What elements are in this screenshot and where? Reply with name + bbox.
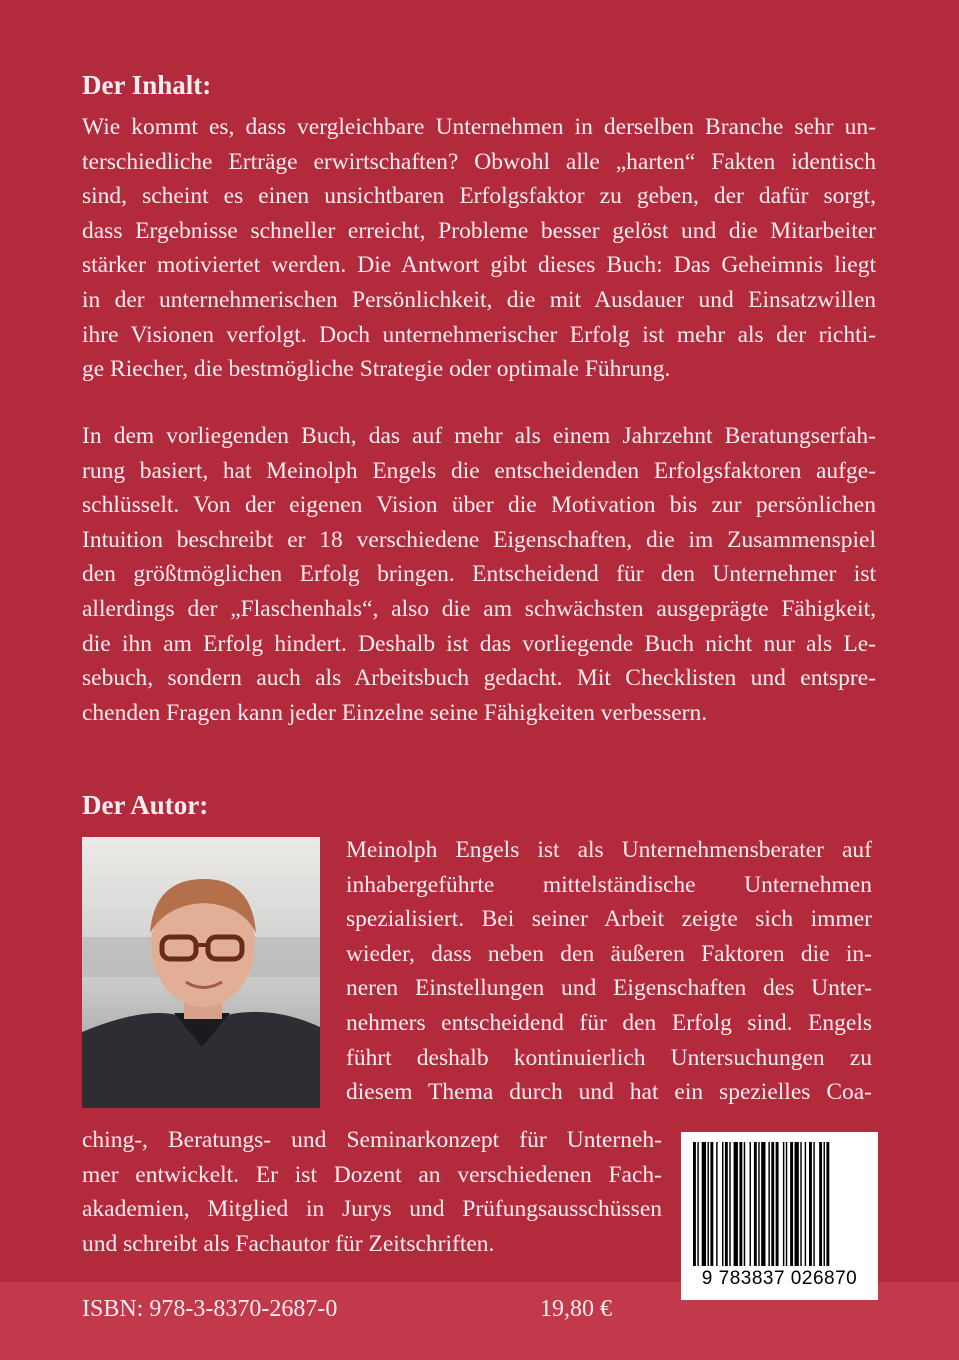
barcode-bar [722,1142,723,1266]
text-line: schlüsselt. Von der eigenen Vision über die Motivation bis zur persönlichen [82,492,876,519]
barcode-bar [729,1142,730,1266]
text-line: allerdings der „Flaschenhals“, also die am schwächsten ausgeprägte Fähigkeit, [82,595,876,622]
barcode-bar [783,1142,784,1266]
text-line: mer entwickelt. Er ist Dozent an verschiedenen Fach- [82,1161,662,1188]
barcode-bar [716,1142,717,1266]
text-line: wieder, dass neben den äußeren Faktoren die in- [346,940,872,967]
text-line: stärker motiviertet werden. Die Antwort gibt dieses Buch: Das Geheimnis liegt [82,252,876,279]
barcode-digits: 9 783837 026870 [701,1268,858,1289]
barcode-bar [758,1142,759,1266]
text-line: ihre Visionen verfolgt. Doch unternehmerischer Erfolg ist mehr als der richti- [82,321,876,348]
barcode-bar [771,1142,774,1266]
barcode-bar [710,1142,713,1266]
text-line: Wie kommt es, dass vergleichbare Unternehmen in derselben Branche sehr un- [82,114,876,140]
author-photo [82,837,320,1108]
text-line: rung basiert, hat Meinolph Engels die entscheidenden Erfolgsfaktoren aufge- [82,457,876,484]
barcode-bar [693,1142,696,1266]
author-bio-lower [82,1123,662,1261]
text-line: dass Ergebnisse schneller erreicht, Probleme besser gelöst und die Mitarbeiter [82,217,876,244]
barcode-bar [795,1142,799,1266]
text-line: den größtmöglichen Erfolg bringen. Entscheidend für den Unternehmer ist [82,561,876,588]
text-line: und schreibt als Fachautor für Zeitschriften. [82,1230,495,1257]
barcode-bar [734,1142,738,1266]
text-line: sebuch, sondern auch als Arbeitsbuch gedacht. Mit Checklisten und entspre- [82,665,876,692]
text-line: chenden Fragen kann jeder Einzelne seine Fähigkeiten verbessern. [82,699,708,726]
text-line: akademien, Mitglied in Jurys und Prüfungsausschüssen [82,1196,662,1223]
text-line: In dem vorliegenden Buch, das auf mehr als einem Jahrzehnt Beratungserfah- [82,423,876,449]
author-heading: Der Autor: [82,790,209,820]
barcode-bar [702,1142,706,1266]
barcode-bar [761,1142,765,1266]
barcode-bar [809,1142,812,1266]
barcode-bar [790,1142,793,1266]
author-portrait-image [82,837,320,1108]
barcode-bar [800,1142,801,1266]
barcode-bar [697,1142,698,1266]
text-line: sind, scheint es einen unsichtbaren Erfolgsfaktor zu geben, der dafür sorgt, [82,183,876,210]
author-bio-upper [346,833,872,1110]
barcode-bar [826,1142,829,1266]
text-line: die ihn am Erfolg hindert. Deshalb ist das vorliegende Buch nicht nur als Le- [82,630,876,657]
barcode-bar [805,1142,806,1266]
barcode-bar [739,1142,742,1266]
text-line: ching-, Beratungs- und Seminarkonzept für Unterneh- [82,1127,662,1153]
barcode-bar [708,1142,709,1266]
barcode-bar [750,1142,751,1266]
text-line: führt deshalb kontinuierlich Untersuchungen zu [346,1044,872,1071]
text-line: ge Riecher, die bestmögliche Strategie oder optimale Führung. [82,356,671,383]
text-line: neren Einstellungen und Eigenschaften des Unter- [346,975,872,1002]
text-line: nehmers entscheidend für den Erfolg sind. Engels [346,1009,872,1036]
barcode-bar [824,1142,825,1266]
text-line: Meinolph Engels ist als Unternehmensberater auf [346,837,872,863]
text-line: inhabergeführte mittelständische Unternehmen [346,871,872,898]
price-label: 19,80 € [540,1296,612,1322]
text-line: spezialisiert. Bei seiner Arbeit zeigte sich immer [346,906,872,933]
barcode-bar [819,1142,822,1266]
barcode-bar [754,1142,757,1266]
content-paragraph-1 [82,110,876,387]
barcode-bar [813,1142,814,1266]
content-paragraph-2 [82,419,876,730]
text-line: in der unternehmerischen Persönlichkeit, die mit Ausdauer und Einsatzwillen [82,286,876,313]
barcode-bar [776,1142,779,1266]
barcode-bar [725,1142,728,1266]
isbn-label: ISBN: 978-3-8370-2687-0 [82,1296,338,1322]
content-heading: Der Inhalt: [82,70,212,100]
text-line: diesem Thema durch und hat ein spezielles Coa- [346,1079,872,1106]
text-line: Intuition beschreibt er 18 verschiedene Eigenschaften, die im Zusammenspiel [82,526,876,553]
barcode-bar [786,1142,787,1266]
text-line: terschiedliche Erträge erwirtschaften? Obwohl alle „harten“ Fakten identisch [82,148,876,175]
barcode-bar [744,1142,745,1266]
barcode-bar [768,1142,769,1266]
barcode [681,1132,878,1300]
